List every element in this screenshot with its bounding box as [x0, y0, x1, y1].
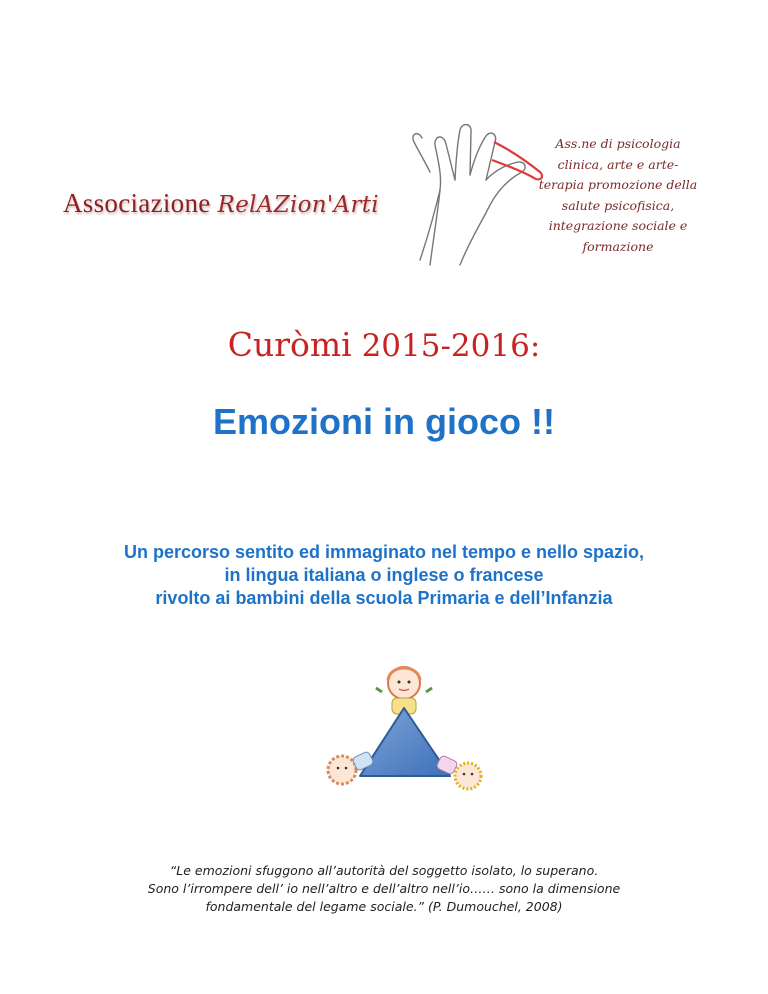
logo-wordmark [63, 188, 379, 219]
children-around-triangle-icon [320, 658, 490, 808]
quote-line: fondamentale del legame sociale.” (P. Dumouchel, 2008) [205, 899, 563, 914]
subtitle-line: in lingua italiana o inglese o francese [224, 565, 544, 585]
tagline-line: salute psicofisica, [561, 197, 675, 213]
page-title: Emozioni in gioco !! [213, 401, 555, 442]
subtitle-line: Un percorso sentito ed immaginato nel tempo e nello spazio, [123, 542, 645, 562]
closing-quote [0, 862, 768, 916]
quote-line: “Le emozioni sfuggono all’autorità del soggetto isolato, lo superano. [169, 863, 599, 878]
project-year-heading [0, 325, 768, 364]
tagline-line: formazione [582, 238, 654, 254]
project-name: Curòmi [227, 325, 352, 364]
tagline-line: clinica, arte e arte- [557, 156, 679, 172]
project-years: 2015-2016: [361, 328, 541, 364]
association-logo [55, 120, 475, 290]
tagline-line: terapia promozione della [538, 177, 698, 192]
tagline-line: integrazione sociale e [548, 218, 688, 233]
tagline-line: Ass.ne di psicologia [555, 136, 681, 151]
logo-word-relazionarti: RelAZion'Arti [217, 192, 379, 218]
logo-word-associazione: Associazione [63, 188, 211, 218]
subtitle-line: rivolto ai bambini della scuola Primaria e dell’Infanzia [155, 588, 613, 608]
association-tagline [528, 134, 708, 257]
page-subtitle [0, 541, 768, 610]
quote-line: Sono l’irrompere dell’ io nell’altro e dell’altro nell’io…… sono la dimensione [147, 881, 621, 896]
